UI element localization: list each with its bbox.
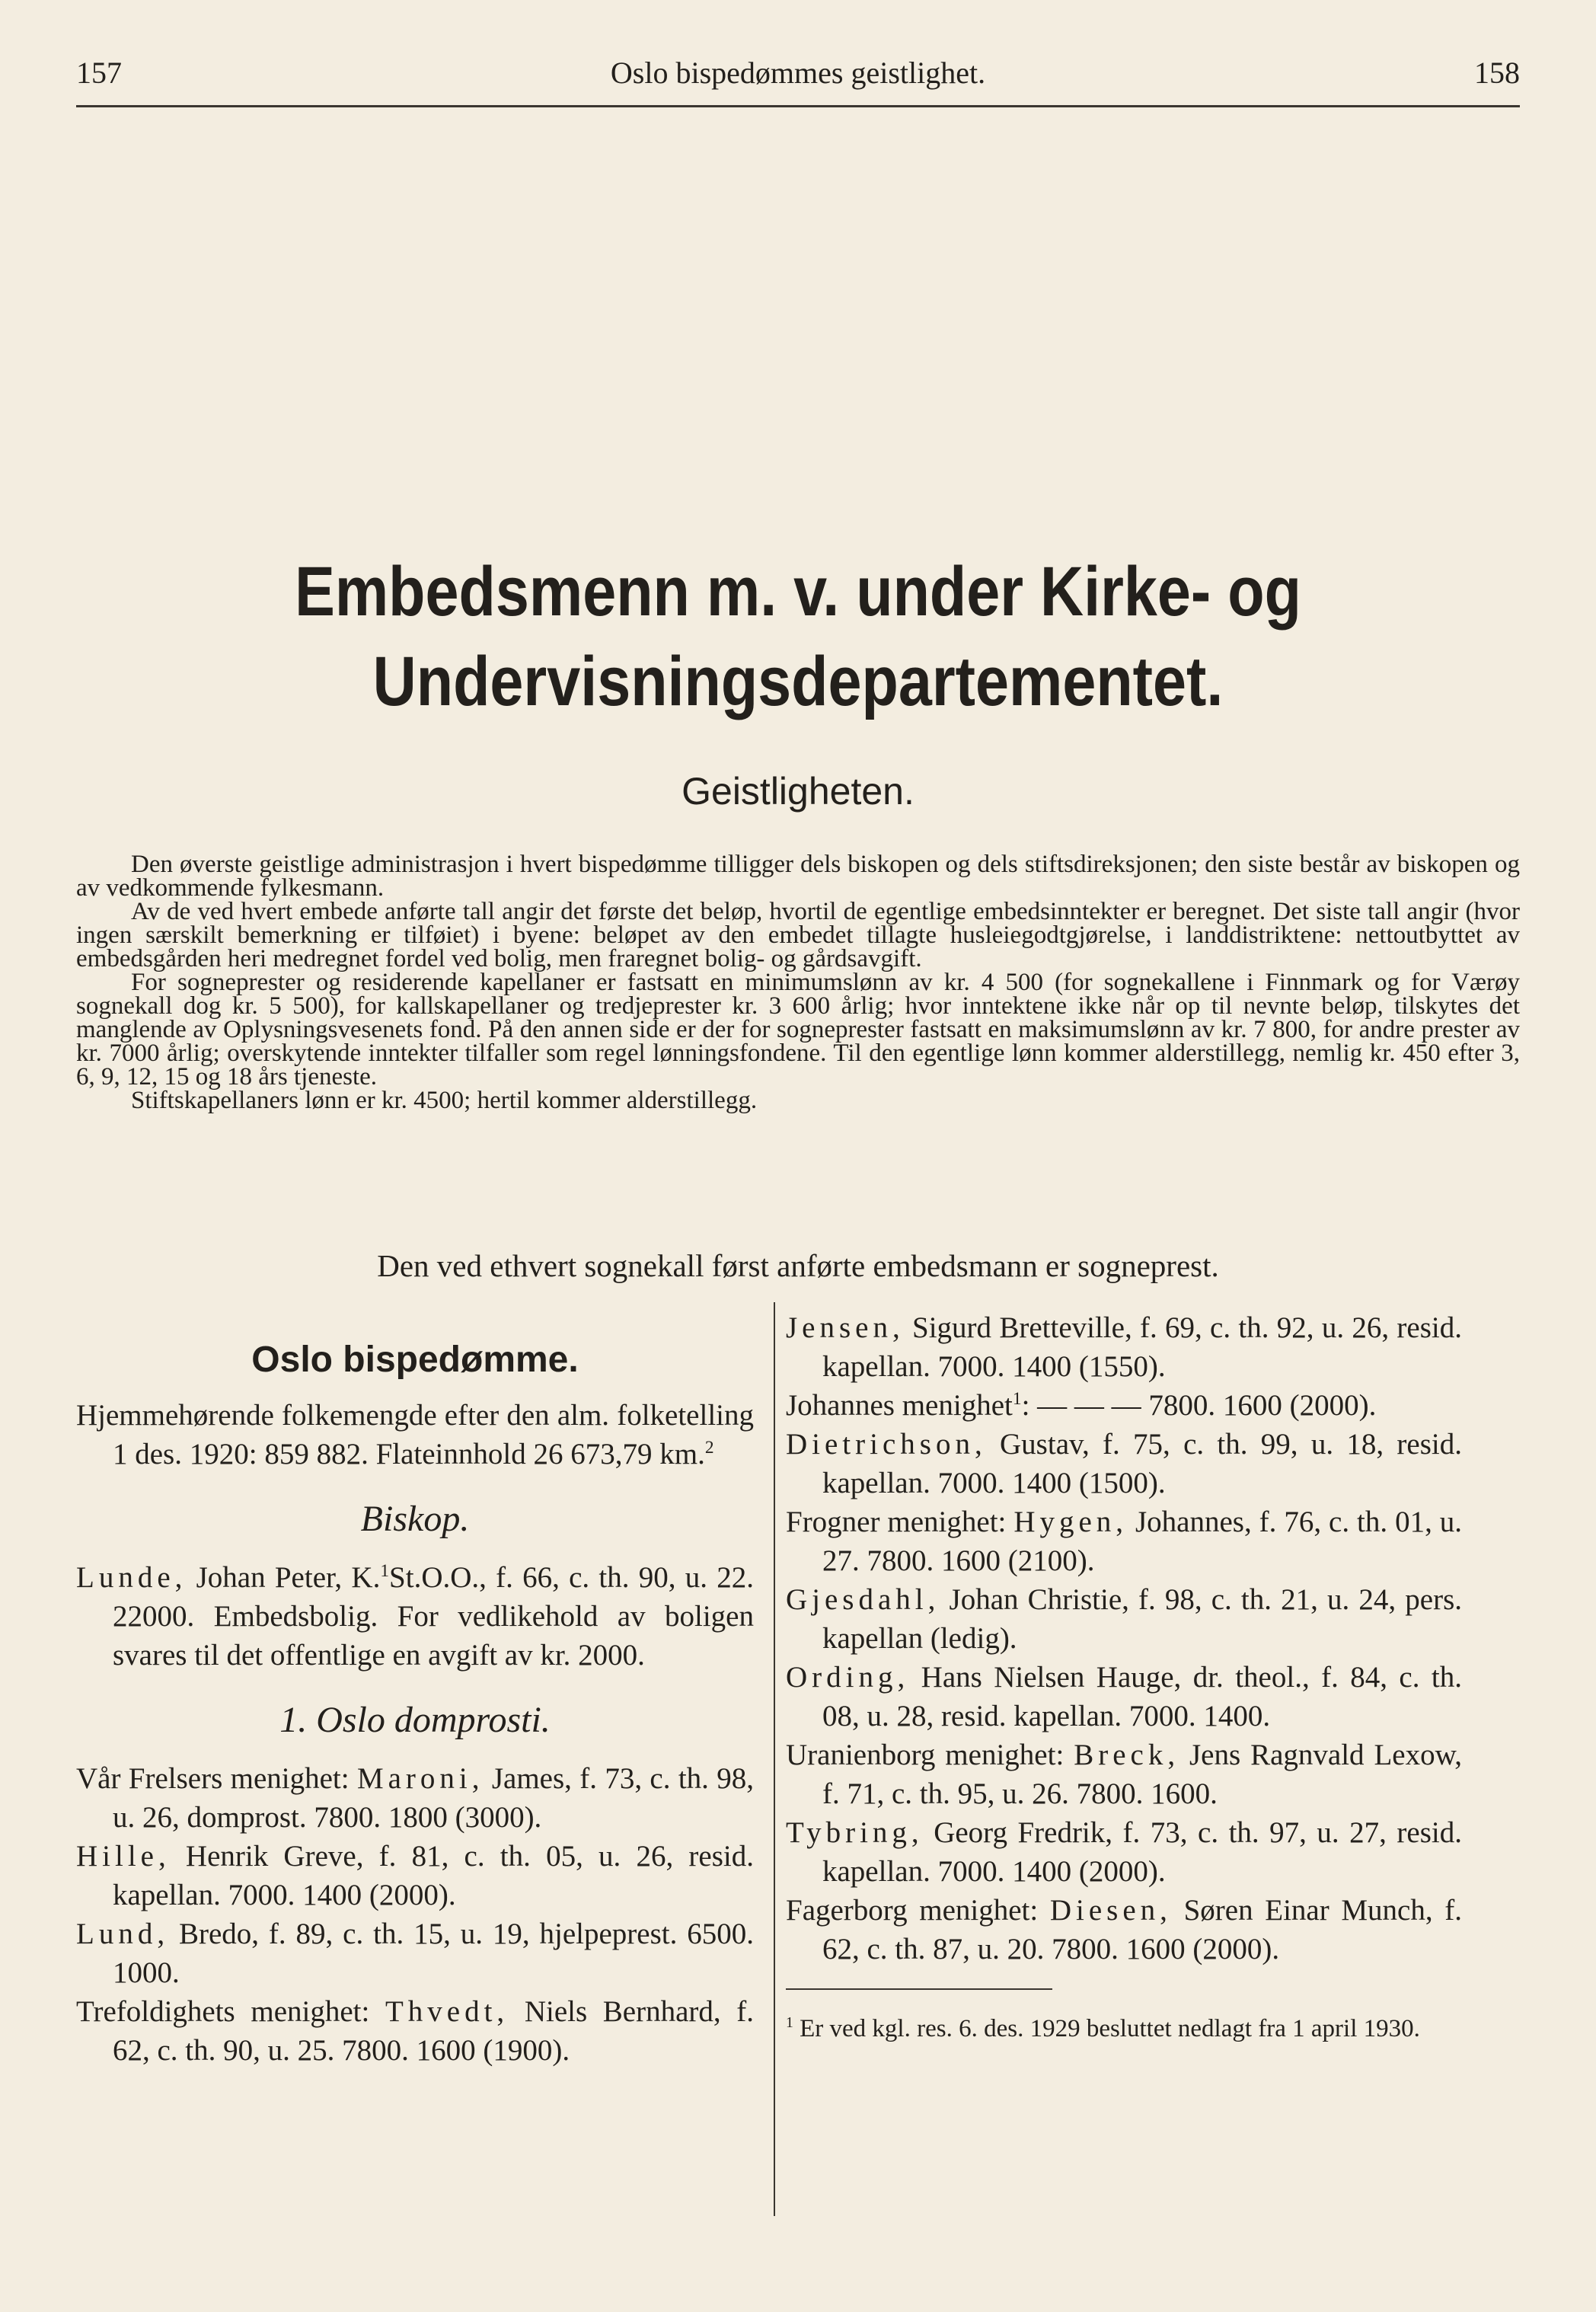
person-name: Gjesdahl, (786, 1583, 940, 1616)
person-name: Hygen, (1013, 1506, 1128, 1538)
footnote-marker: 1 (380, 1561, 390, 1581)
parish-name: Trefoldighets menighet: (76, 1995, 385, 2028)
bishop-entry (76, 1558, 754, 1675)
parish-name: Vår Frelsers menighet: (76, 1762, 357, 1795)
entry-text: Søren Einar Munch, f. 62, c. th. 87, u. 20. 7800. 1600 (2000). (822, 1894, 1463, 1966)
person-name: Jensen, (786, 1311, 905, 1344)
footnote-marker: 2 (704, 1438, 714, 1458)
person-name: Breck, (1074, 1739, 1180, 1771)
running-header (76, 55, 1520, 101)
page-number-left: 157 (76, 56, 122, 90)
clergy-entry (76, 1992, 754, 2070)
footnote-rule (786, 1988, 1052, 1990)
entry-text: Georg Fredrik, f. 73, c. th. 97, u. 27, resid. kapellan. 7000. 1400 (2000). (822, 1816, 1462, 1888)
deanery-heading: 1. Oslo domprosti. (279, 1700, 551, 1740)
person-name: Thvedt, (385, 1995, 509, 2028)
intro-paragraph: For sogneprester og residerende kapellaner er fastsatt en minimumslønn av kr. 4 500 (for sognekallene i Finnmark og for Værøy sognekall dog kr. 5 500), for kallskapellaner og tredjeprester kr. 3 600 årlig; hvor inntektene ikke når op til nevnte beløp, tilskytes det manglende av Oplysningsvesenets fond. På den annen side er der for sogneprester fastsatt en maksimumslønn av kr. 7 800, for andre prester av kr. 7000 årlig; overskytende inntekter tilfaller som regel lønningsfondene. Til den egentlige lønn kommer alderstillegg, nemlig kr. 450 efter 3, 6, 9, 12, 15 og 18 års tjeneste. (76, 969, 1520, 1091)
person-name: Maroni, (356, 1762, 484, 1795)
clergy-entry (76, 1914, 754, 1992)
intro-paragraph: Stiftskapellaners lønn er kr. 4500; hertil kommer alderstillegg. (131, 1087, 758, 1114)
footnote-text: Er ved kgl. res. 6. des. 1929 besluttet nedlagt fra 1 april 1930. (793, 2015, 1420, 2042)
entry-text: Niels Bernhard, f. 62, c. th. 90, u. 25. 7800. 1600 (1900). (113, 1995, 754, 2067)
area-value: 26 673,79 km. (533, 1438, 705, 1471)
parish-name: Johannes menighet (786, 1389, 1013, 1422)
parish-name: Fagerborg menighet: (786, 1894, 1050, 1927)
population-value: 859 882. (264, 1438, 369, 1471)
person-name: Lund, (76, 1918, 170, 1950)
entry-text: Jens Ragnvald Lexow, f. 71, c. th. 95, u. 26. 7800. 1600. (822, 1739, 1462, 1810)
entry-text: Johan Christie, f. 98, c. th. 21, u. 24, pers. kapellan (ledig). (822, 1583, 1462, 1655)
page-number-right: 158 (1474, 56, 1520, 90)
person-name: Ording, (786, 1661, 910, 1694)
parish-name-colon: : (1021, 1389, 1038, 1422)
footnote (786, 2015, 1462, 2042)
clergy-entry (786, 1891, 1462, 1969)
section-subtitle: Geistligheten. (681, 770, 915, 813)
entry-text: Johan Peter, K. (187, 1561, 381, 1594)
area-label: Flateinnhold (375, 1438, 526, 1471)
entry-text: Gustav, f. 75, c. th. 99, u. 18, resid. kapellan. 7000. 1400 (1500). (822, 1428, 1462, 1499)
parish-name: Frogner menighet: (786, 1506, 1014, 1538)
clergy-entry (786, 1658, 1462, 1736)
clergy-entry (786, 1736, 1462, 1813)
entry-text: Johannes, f. 76, c. th. 01, u. 27. 7800. 1600 (2100). (822, 1506, 1463, 1577)
person-name: Dietrichson, (786, 1428, 987, 1461)
chapter-title-line-2: Undervisningsdepartementet. (372, 643, 1224, 720)
clergy-entry (786, 1386, 1462, 1425)
clergy-entry (786, 1502, 1462, 1580)
entry-text: Henrik Greve, f. 81, c. th. 05, u. 26, resid. kapellan. 7000. 1400 (2000). (113, 1840, 754, 1911)
bishop-heading: Biskop. (360, 1499, 470, 1539)
footnote-marker: 1 (1012, 1389, 1022, 1409)
entry-text: Bredo, f. 89, c. th. 15, u. 19, hjelpeprest. 6500. 1000. (113, 1918, 754, 1989)
clergy-entry (786, 1580, 1462, 1658)
person-name: Hille, (76, 1840, 171, 1873)
clergy-entry (786, 1308, 1462, 1386)
entry-text: St.O.O., f. 66, c. th. 90, u. 22. 22000. Embedsbolig. For vedlikehold av boligen svares til det offentlige en avgift av kr. 2000. (113, 1561, 754, 1672)
diocese-heading: Oslo bispedømme. (251, 1340, 579, 1380)
chapter-title (190, 547, 1406, 726)
entry-text: Sigurd Bretteville, f. 69, c. th. 92, u. 26, resid. kapellan. 7000. 1400 (1550). (822, 1311, 1462, 1383)
clergy-entry (786, 1813, 1462, 1891)
clergy-entry (76, 1759, 754, 1837)
footnote-marker: 1 (786, 2014, 793, 2031)
running-title: Oslo bispedømmes geistlighet. (610, 56, 986, 90)
header-rule (76, 105, 1520, 107)
column-divider (774, 1302, 775, 2216)
intro-paragraph: Den øverste geistlige administrasjon i hvert bispedømme tilligger dels biskopen og dels stiftsdireksjonen; den siste består av biskopen og av vedkommende fylkesmann. (76, 851, 1520, 902)
entry-text: Hans Nielsen Hauge, dr. theol., f. 84, c. th. 08, u. 28, resid. kapellan. 7000. 1400. (822, 1661, 1462, 1732)
diocese-stats (76, 1396, 754, 1474)
clergy-entry (786, 1425, 1462, 1502)
population-label: Hjemmehørende folkemengde efter den alm. folketelling 1 des. 1920: (76, 1399, 754, 1471)
person-name: Diesen, (1049, 1894, 1172, 1927)
sogneprest-note: Den ved ethvert sognekall først anførte embedsmann er sogneprest. (377, 1248, 1219, 1283)
entry-text: James, f. 73, c. th. 98, u. 26, domprost. 7800. 1800 (3000). (113, 1762, 754, 1834)
intro-text (76, 853, 1520, 1113)
clergy-entry (76, 1837, 754, 1914)
left-column (76, 1308, 754, 2070)
parish-name: Uranienborg menighet: (786, 1739, 1074, 1771)
person-name: Lunde, (76, 1561, 187, 1594)
entry-text: — — — 7800. 1600 (2000). (1037, 1389, 1377, 1422)
person-name: Tybring, (786, 1816, 924, 1849)
intro-paragraph: Av de ved hvert embede anførte tall angir det første det beløp, hvortil de egentlige embedsinntekter er beregnet. Det siste tall angir (hvor ingen særskilt bemerkning er tilføiet) i byene: beløpet av den embedet tillagte husleiegodtgjørelse, i landdistriktene: nettoutbyttet av embedsgården heri medregnet fordel ved bolig, men fraregnet bolig- og gårdsavgift. (76, 898, 1520, 972)
right-column (786, 1308, 1462, 2068)
chapter-title-line-1: Embedsmenn m. v. under Kirke- og (295, 553, 1301, 631)
